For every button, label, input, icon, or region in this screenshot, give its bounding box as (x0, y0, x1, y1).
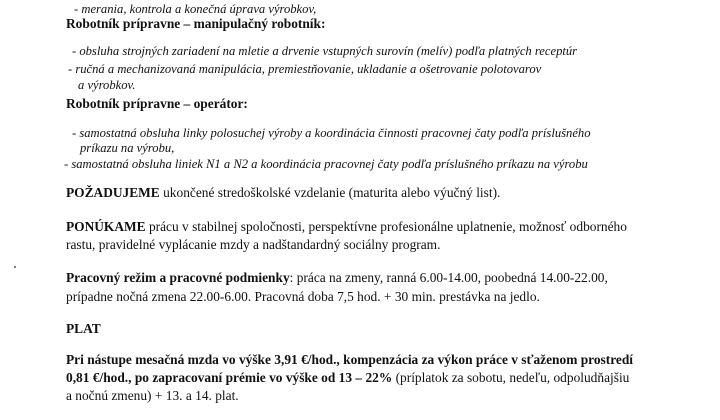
work-mode-paragraph (66, 270, 608, 285)
list-item: - samostatná obsluha linky polosuchej výroby a koordinácia činnosti pracovnej čaty podľa príslušného (72, 126, 591, 140)
work-mode-label: Pracovný režim a pracovné podmienky (66, 270, 290, 285)
scan-speck (14, 266, 16, 268)
salary-text-line2 (66, 370, 629, 385)
section-heading-operator: Robotník prípravne – operátor: (66, 96, 248, 111)
work-mode-text-line2: prípadne nočná zmena 22.00-6.00. Pracovná doba 7,5 hod. + 30 min. prestávka na jedlo. (66, 289, 540, 304)
salary-text-line1: Pri nástupe mesačná mzda vo výške 3,91 €/hod., kompenzácia za výkon práce v sťaženom prostredí (66, 352, 634, 367)
salary-text-line3: a nočnú zmenu) + 13. a 14. plat. (66, 388, 239, 403)
dash: - (74, 2, 82, 16)
list-item-continuation: a výrobkov. (78, 78, 136, 92)
salary-heading: PLAT (66, 321, 101, 336)
section-heading-manipulation: Robotník prípravne – manipulačný robotník: (66, 16, 326, 31)
requirements-text: ukončené stredoškolské vzdelanie (maturita alebo výučný list). (163, 185, 501, 200)
salary-text-line2-rest: (príplatok za sobotu, nedeľu, odpoludňajšiu (392, 370, 630, 385)
list-item-text: merania, kontrola a konečná úprava výrobkov, (81, 2, 317, 16)
work-mode-text-line1: : práca na zmeny, ranná 6.00-14.00, poobedná 14.00-22.00, (289, 270, 608, 285)
list-item: - samostatná obsluha liniek N1 a N2 a koordinácia pracovnej čaty podľa príslušného príkazu na výrobu (64, 157, 588, 171)
salary-text-line2-bold: 0,81 €/hod., po zapracovaní prémie vo výške od 13 – 22% (66, 370, 393, 385)
requirements-paragraph (66, 185, 500, 200)
list-item: - obsluha strojných zariadení na mletie a drvenie vstupných surovín (melív) podľa platných receptúr (72, 44, 578, 58)
list-item: - ručná a mechanizovaná manipulácia, premiestňovanie, ukladanie a ošetrovanie polotovarov (68, 62, 542, 76)
list-item-continuation: príkazu na výrobu, (80, 141, 175, 155)
offer-label: PONÚKAME (66, 219, 146, 234)
offer-text-line1: prácu v stabilnej spoločnosti, perspektívne profesionálne uplatnenie, možnosť odborného (148, 219, 627, 234)
requirements-label: POŽADUJEME (66, 185, 160, 200)
offer-paragraph (66, 219, 627, 234)
offer-text-line2: rastu, pravidelné vyplácanie mzdy a nadštandardný sociálny program. (66, 237, 441, 252)
list-item (74, 2, 316, 17)
